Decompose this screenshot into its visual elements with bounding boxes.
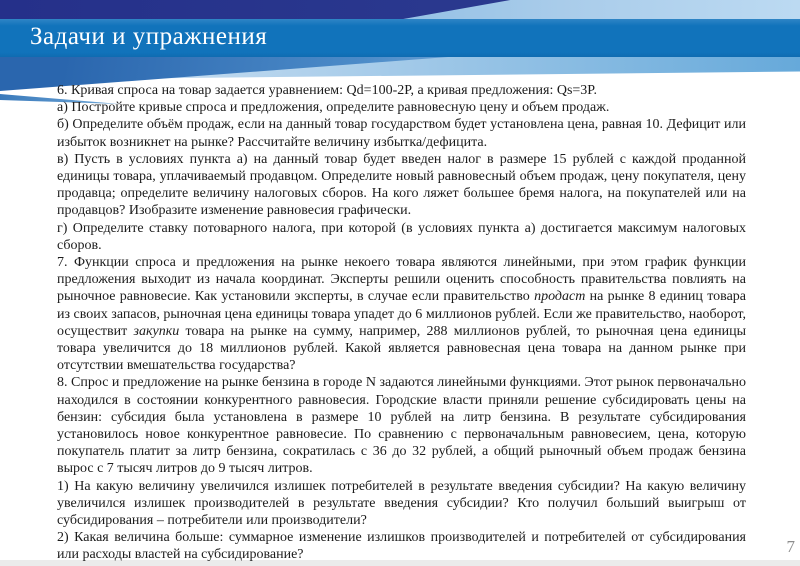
paragraph: 1) На какую величину увеличился излишек потребителей в результате введения субсидии? На какую величину увеличился излишек производителей в результате введения субсидии? Кто получил больший выигрыш от субсидирования – потребители или производители? bbox=[57, 478, 746, 529]
paragraph: а) Постройте кривые спроса и предложения, определите равновесную цену и объем продаж. bbox=[57, 100, 610, 116]
page-number: 7 bbox=[786, 537, 795, 556]
slide-title: Задачи и упражнения bbox=[30, 23, 268, 50]
paragraph: г) Определите ставку потоварного налога, при которой (в условиях пункта а) достигается максимум налоговых сборов. bbox=[57, 220, 746, 253]
paragraph: 2) Какая величина больше: суммарное изменение излишков производителей и потребителей от субсидирования или расходы властей на субсидирование? bbox=[57, 530, 746, 563]
body-text bbox=[57, 82, 746, 564]
paragraph: 6. Кривая спроса на товар задается уравнением: Qd=100-2P, а кривая предложения: Qs=3P. bbox=[57, 83, 598, 98]
paragraph: б) Определите объём продаж, если на данный товар государством будет установлена цена, равная 10. Дефицит или избыток возникнет на рынке? Рассчитайте величину избытка/дефицита. bbox=[57, 117, 746, 150]
paragraph: в) Пусть в условиях пункта а) на данный товар будет введен налог в размере 15 рублей с каждой проданной единицы товара, уплачиваемый продавцом. Определите новый равновесный объем продаж, цену покупателя, цену продавца; определите величину налоговых сборов. На кого ляжет большее бремя налога, на покупателей или на продавцов? Изобразите изменение равновесия графически. bbox=[57, 151, 746, 219]
title-bar bbox=[0, 19, 800, 57]
paragraph: 7. Функции спроса и предложения на рынке некоего товара являются линейными, при этом график функции предложения выходит из начала координат. Эксперты решили оценить способность правительства повлиять на рыночное равновесие. Как установили эксперты, в случае если правительство продаст на рынке 8 единиц товара из своих запасов, рыночная цена единицы товара упадет до 6 миллионов рублей. Если же правительство, наоборот, осуществит закупки товара на рынке на сумму, например, 288 миллионов рублей, то рыночная цена единицы товара увеличится до 18 миллионов рублей. Какой является равновесная цена товара на данном рынке при отсутствии вмешательства государства? bbox=[57, 255, 746, 374]
paragraph: 8. Спрос и предложение на рынке бензина в городе N задаются линейными функциями. Этот рынок первоначально находился в состоянии конкурентного равновесия. Городские власти приняли решение субсидировать цены на бензин: субсидия была установлена в размере 10 рублей на литр бензина. В результате субсидирования установилось новое конкурентное равновесие. По сравнению с первоначальным равновесием, цена, которую покупатель платит за литр бензина, сократилась с 36 до 32 рублей, а общий рыночный объем продаж бензина вырос с 7 тысяч литров до 9 тысяч литров. bbox=[57, 375, 746, 477]
